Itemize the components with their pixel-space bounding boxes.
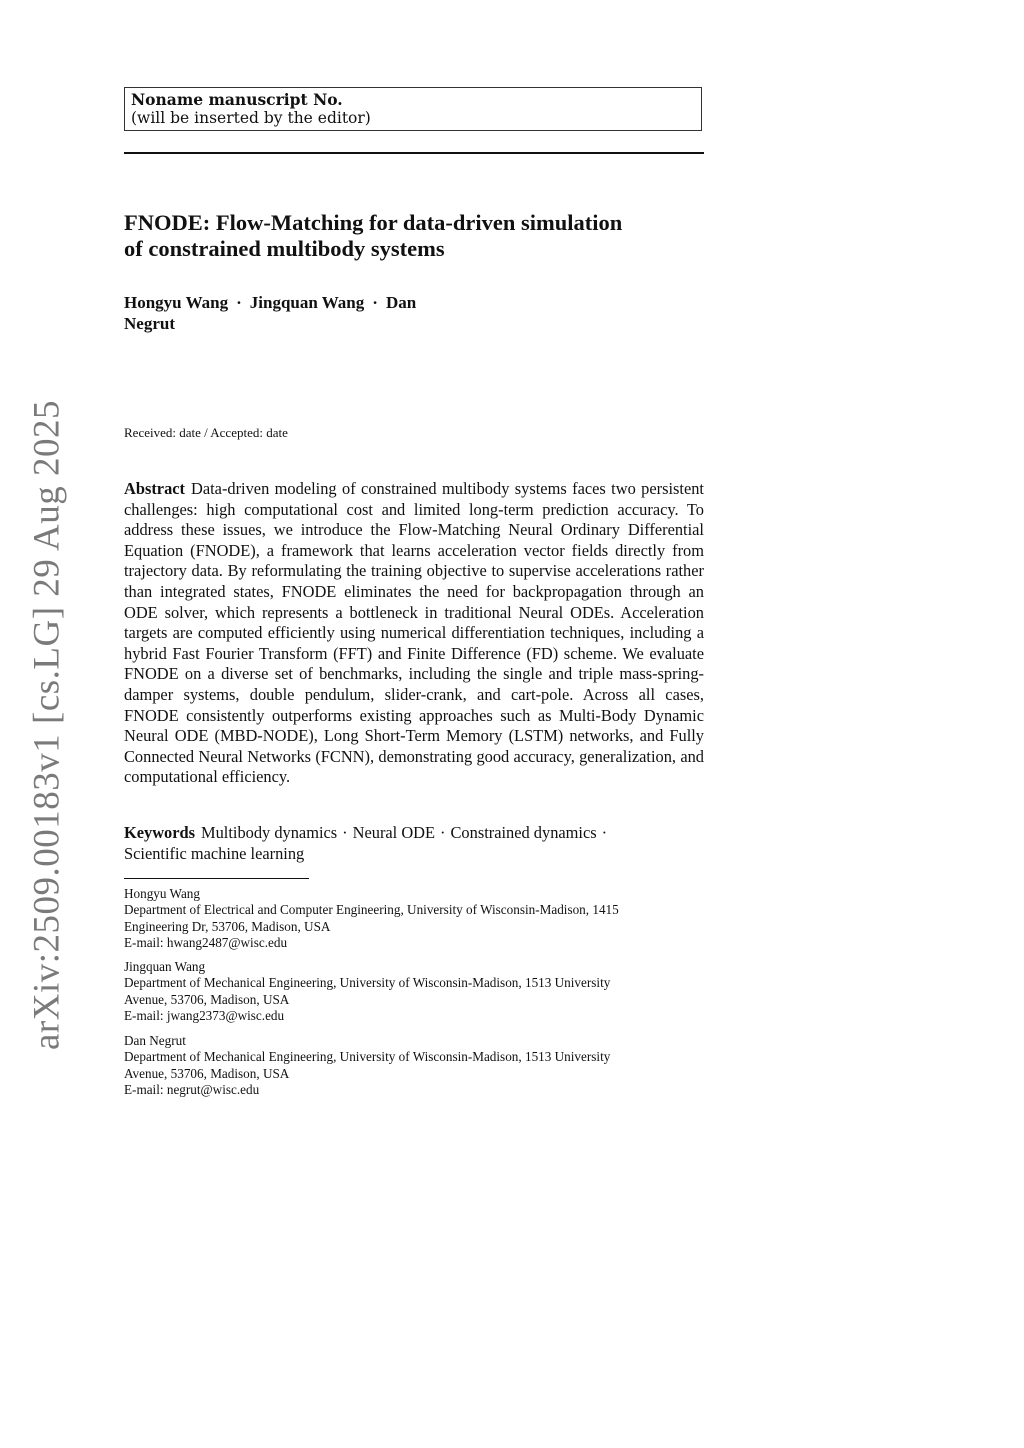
keywords — [124, 823, 704, 864]
keyword-item: Scientific machine learning — [124, 843, 305, 863]
editor-box-title: Noname manuscript No. — [131, 90, 343, 109]
keyword-item: Constrained dynamics — [450, 823, 597, 842]
affiliation-name: Jingquan Wang — [124, 959, 206, 974]
affiliation-block — [124, 1033, 709, 1099]
affiliation-address: Avenue, 53706, Madison, USA — [124, 1065, 290, 1081]
editor-box-note: (will be inserted by the editor) — [131, 109, 371, 127]
author-name: Jingquan Wang — [249, 293, 365, 312]
abstract-text: Data-driven modeling of constrained multibody systems faces two persistent challenges: high computational cost and limited long-term prediction accuracy. To address these issues, we introduce the Flow-Matching Neural Ordinary Differential Equation (FNODE), a framework that learns acceleration vector fields directly from trajectory data. By reformulating the training objective to supervise accelerations rather than integrated states, FNODE eliminates the need for backpropagation through an ODE solver, which represents a bottleneck in traditional Neural ODEs. Acceleration targets are computed efficiently using numerical differentiation techniques, including a hybrid Fast Fourier Transform (FFT) and Finite Difference (FD) scheme. We evaluate FNODE on a diverse set of benchmarks, including the single and triple mass-spring-damper systems, double pendulum, slider-crank, and cart-pole. Across all cases, FNODE consistently outperforms existing approaches such as Multi-Body Dynamic Neural ODE (MBD-NODE), Long Short-Term Memory (LSTM) networks, and Fully Connected Neural Networks (FCNN), demonstrating good accuracy, generalization, and computational efficiency. — [124, 479, 704, 787]
keyword-separator: · — [440, 823, 446, 842]
footnote-rule — [124, 878, 309, 879]
paper-title — [124, 210, 724, 262]
affiliation-email: E-mail: hwang2487@wisc.edu — [124, 935, 288, 951]
abstract-label: Abstract — [124, 479, 185, 498]
affiliation-department: Department of Mechanical Engineering, University of Wisconsin-Madison, 1513 University — [124, 1049, 611, 1065]
affiliation-email: E-mail: jwang2373@wisc.edu — [124, 1008, 285, 1024]
author-separator: · — [236, 293, 242, 312]
keyword-separator: · — [342, 823, 348, 842]
header-rule — [124, 152, 704, 154]
paper-title-line-2: of constrained multibody systems — [124, 236, 445, 261]
editor-box — [124, 87, 702, 131]
affiliation-department: Department of Mechanical Engineering, University of Wisconsin-Madison, 1513 University — [124, 975, 611, 991]
author-name-first: Dan — [385, 293, 417, 312]
affiliation-address: Engineering Dr, 53706, Madison, USA — [124, 918, 331, 934]
keyword-separator: · — [601, 823, 608, 842]
affiliation-email: E-mail: negrut@wisc.edu — [124, 1082, 260, 1098]
received-date: Received: date / Accepted: date — [124, 425, 288, 440]
affiliation-department: Department of Electrical and Computer Engineering, University of Wisconsin-Madison, 1415 — [124, 902, 619, 918]
affiliation-block — [124, 959, 709, 1025]
affiliation-name: Dan Negrut — [124, 1033, 186, 1048]
author-name: Hongyu Wang — [124, 293, 229, 312]
keyword-item: Multibody dynamics — [201, 823, 338, 842]
affiliation-name: Hongyu Wang — [124, 886, 200, 901]
abstract — [124, 479, 704, 788]
arxiv-identifier-stamp: arXiv:2509.00183v1 [cs.LG] 29 Aug 2025 — [26, 400, 68, 1050]
author-separator: · — [372, 293, 378, 312]
paper-title-line-1: FNODE: Flow-Matching for data-driven simulation — [124, 210, 623, 235]
affiliation-address: Avenue, 53706, Madison, USA — [124, 991, 290, 1007]
affiliation-block — [124, 886, 709, 952]
keyword-item: Neural ODE — [352, 823, 436, 842]
author-list — [124, 292, 484, 334]
author-name-last: Negrut — [124, 314, 175, 333]
keywords-label: Keywords — [124, 823, 196, 842]
